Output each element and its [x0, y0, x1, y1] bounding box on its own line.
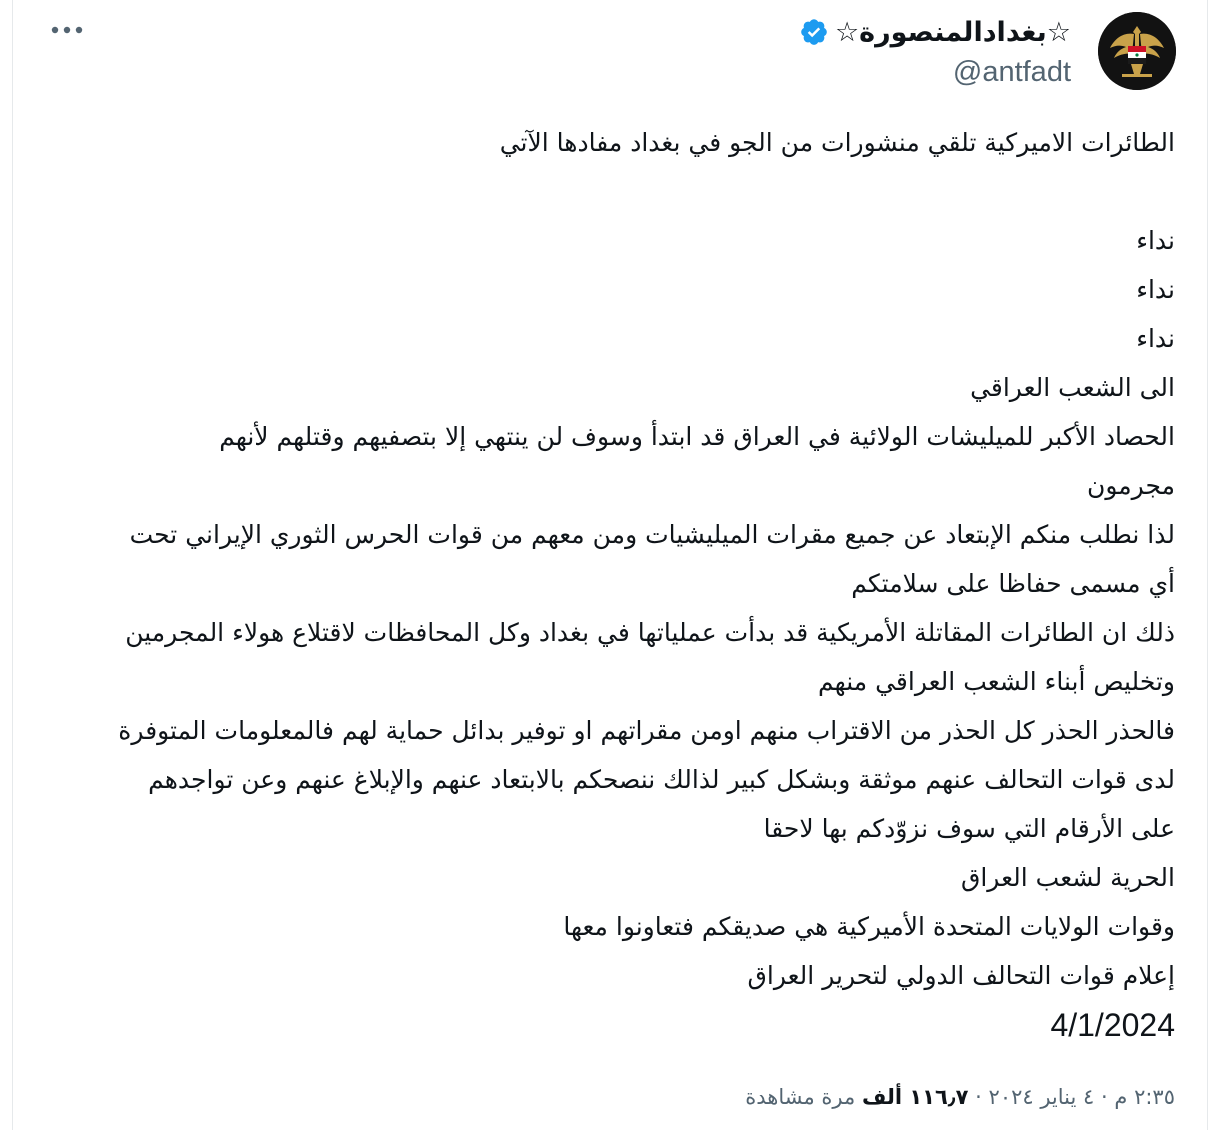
- tweet-line: لدى قوات التحالف عنهم موثقة وبشكل كبير لذالك ننصحكم بالابتعاد عنهم والإبلاغ عنهم وعن تواجدهم: [148, 765, 1175, 794]
- more-horizontal-icon: [50, 25, 84, 35]
- meta-separator: ·: [1101, 1085, 1108, 1109]
- tweet-date[interactable]: ٤ يناير ٢٠٢٤: [988, 1085, 1095, 1109]
- tweet-line: لذا نطلب منكم الإبتعاد عن جميع مقرات الميليشيات ومن معهم من قوات الحرس الثوري الإيراني تحت: [129, 520, 1175, 549]
- tweet-line-call-1: نداء: [1136, 226, 1175, 255]
- tweet-line-addressee: الى الشعب العراقي: [970, 373, 1175, 402]
- tweet-line: أي مسمى حفاظا على سلامتكم: [851, 569, 1175, 598]
- more-options-button[interactable]: [47, 12, 87, 48]
- tweet-author: [799, 10, 1071, 89]
- tweet-line-call-2: نداء: [1136, 275, 1175, 304]
- tweet-line: مجرمون: [1087, 471, 1175, 500]
- tweet-text: [35, 118, 1175, 1050]
- avatar[interactable]: [1098, 12, 1176, 90]
- tweet-line-blank: [35, 167, 1175, 216]
- author-name-row: [799, 10, 1071, 54]
- tweet-line: فالحذر الحذر كل الحذر من الاقتراب منهم اومن مقراتهم او توفير بدائل حماية لهم فالمعلومات المتوفرة: [118, 716, 1175, 745]
- tweet-time[interactable]: ٢:٣٥ م: [1114, 1085, 1175, 1109]
- tweet-line-call-3: نداء: [1136, 324, 1175, 353]
- iraq-eagle-emblem-icon: [1098, 12, 1176, 90]
- author-display-name[interactable]: ☆بغدادالمنصورة☆: [834, 16, 1071, 48]
- tweet-line: الحرية لشعب العراق: [960, 863, 1175, 892]
- views-label: مرة مشاهدة: [745, 1085, 856, 1109]
- tweet-line-signature: إعلام قوات التحالف الدولي لتحرير العراق: [747, 961, 1175, 990]
- tweet-line: على الأرقام التي سوف نزوّدكم بها لاحقا: [763, 814, 1175, 843]
- tweet-card: [12, 0, 1208, 1130]
- tweet-line-intro: الطائرات الاميركية تلقي منشورات من الجو في بغداد مفادها الآتي: [499, 128, 1175, 157]
- tweet-line-date: 4/1/2024: [1050, 1007, 1175, 1043]
- views-count: ١١٦٫٧ ألف: [861, 1085, 969, 1109]
- tweet-metadata: [745, 1085, 1175, 1109]
- tweet-line: وتخليص أبناء الشعب العراقي منهم: [818, 667, 1175, 696]
- verified-badge-icon[interactable]: [799, 17, 829, 47]
- meta-separator: ·: [975, 1085, 982, 1109]
- author-handle[interactable]: @antfadt: [952, 56, 1071, 88]
- tweet-line: ذلك ان الطائرات المقاتلة الأمريكية قد بدأت عملياتها في بغداد وكل المحافظات لاقتلاع هولاء المجرمين: [125, 618, 1175, 647]
- tweet-line: وقوات الولايات المتحدة الأميركية هي صديقكم فتعاونوا معها: [563, 912, 1175, 941]
- tweet-line: الحصاد الأكبر للميليشات الولائية في العراق قد ابتدأ وسوف لن ينتهي إلا بتصفيهم وقتلهم لأنهم: [219, 422, 1175, 451]
